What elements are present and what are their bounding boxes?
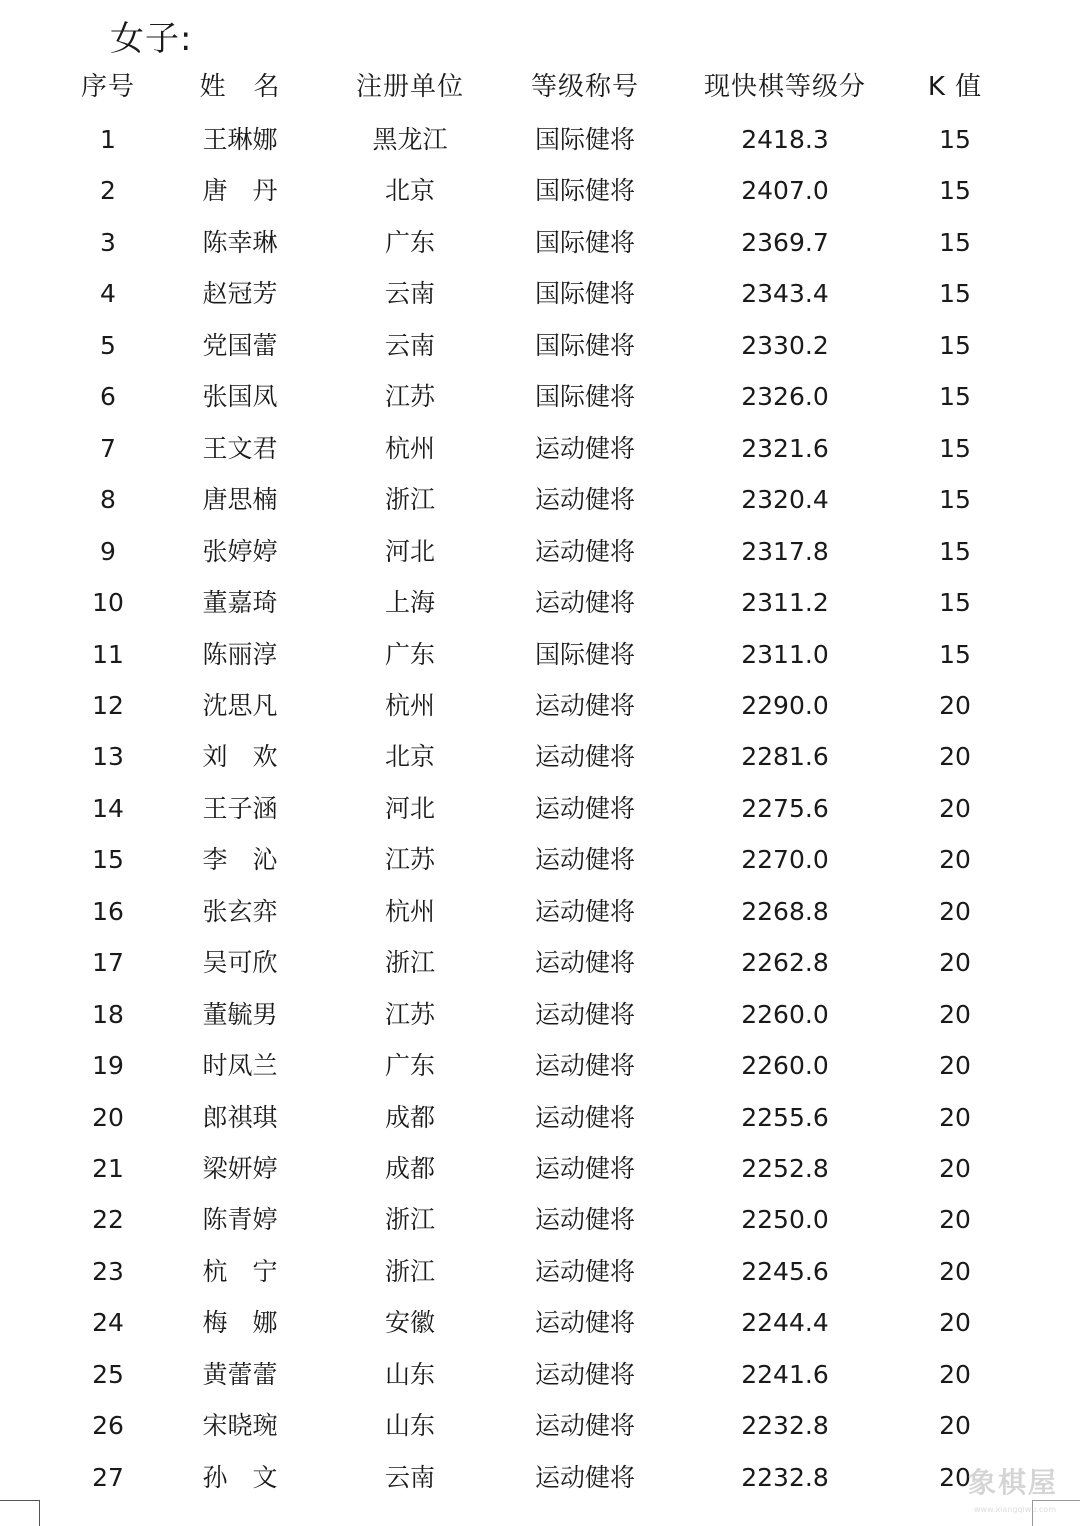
site-watermark-logo: 象棋屋 [967,1466,1058,1499]
cell-name: 宋晓琬 [202,1411,278,1441]
cell-grade: 运动健将 [534,433,635,463]
cell-index: 24 [92,1308,124,1338]
cell-unit: 河北 [384,793,435,823]
table-row [0,1349,1080,1401]
cell-k-value: 20 [939,1051,971,1081]
cell-unit: 北京 [384,742,435,772]
cell-rating: 2262.8 [741,948,829,978]
cell-name: 郎祺琪 [202,1102,278,1132]
table-row [0,1246,1080,1298]
cell-grade: 运动健将 [534,485,635,515]
cell-grade: 国际健将 [534,125,635,154]
table-row [0,629,1080,681]
cell-rating: 2260.0 [741,1051,829,1081]
cell-rating: 2330.2 [741,330,829,360]
cell-k-value: 20 [939,896,971,926]
cell-name: 张玄弈 [202,896,278,926]
cell-k-value: 20 [939,793,971,823]
cell-name: 黄蕾蕾 [202,1359,278,1389]
cell-index: 5 [100,330,116,360]
cell-index: 2 [100,176,116,206]
cell-unit: 山东 [384,1359,435,1389]
cell-grade: 运动健将 [534,1051,635,1081]
cell-name: 张婷婷 [202,536,278,566]
cell-index: 1 [100,125,116,154]
cell-k-value: 20 [939,1359,971,1389]
cell-k-value: 15 [939,588,971,618]
cell-unit: 黑龙江 [372,125,448,154]
table-row [0,834,1080,886]
table-row [0,886,1080,938]
cell-unit: 杭州 [384,433,435,463]
table-row [0,989,1080,1041]
cell-unit: 广东 [384,1051,435,1081]
cell-unit: 浙江 [384,1256,435,1286]
cell-unit: 浙江 [384,485,435,515]
cell-rating: 2232.8 [741,1462,829,1492]
cell-rating: 2268.8 [741,896,829,926]
cell-name: 时凤兰 [202,1051,278,1081]
cell-unit: 河北 [384,536,435,566]
table-row [0,1143,1080,1195]
cell-name: 梅 娜 [202,1308,278,1338]
cell-grade: 运动健将 [534,793,635,823]
site-watermark-url: www.xiangqiwu.com [974,1505,1056,1514]
cell-rating: 2260.0 [741,999,829,1029]
cell-k-value: 20 [939,845,971,875]
cell-grade: 运动健将 [534,1308,635,1338]
cell-k-value: 15 [939,125,971,154]
cell-name: 陈丽淳 [202,639,278,669]
cell-rating: 2244.4 [741,1308,829,1338]
cell-rating: 2407.0 [741,176,829,206]
cell-name: 李 沁 [202,845,278,875]
cell-unit: 上海 [384,588,435,618]
cell-unit: 浙江 [384,1205,435,1235]
cell-index: 21 [92,1154,124,1183]
cell-name: 王琳娜 [202,125,278,154]
cell-k-value: 15 [939,279,971,309]
cell-index: 8 [100,485,116,515]
cell-grade: 国际健将 [534,279,635,309]
cell-index: 16 [92,896,124,926]
cell-k-value: 15 [939,330,971,360]
cell-rating: 2343.4 [741,279,829,309]
cell-k-value: 15 [939,639,971,669]
table-row [0,577,1080,629]
cell-k-value: 15 [939,176,971,206]
cell-k-value: 20 [939,1102,971,1132]
cell-rating: 2369.7 [741,227,829,257]
cell-grade: 运动健将 [534,1102,635,1132]
cell-name: 孙 文 [202,1462,278,1492]
table-row [0,1040,1080,1092]
table-row [0,783,1080,835]
table-row [0,526,1080,578]
cell-rating: 2311.2 [741,588,829,618]
cell-unit: 浙江 [384,948,435,978]
cell-rating: 2326.0 [741,382,829,412]
cell-name: 刘 欢 [202,742,278,772]
cell-index: 25 [92,1359,124,1389]
cell-grade: 运动健将 [534,1359,635,1389]
cell-name: 王文君 [202,433,278,463]
cell-k-value: 20 [939,690,971,720]
cell-unit: 成都 [384,1154,435,1183]
cell-rating: 2317.8 [741,536,829,566]
cell-index: 9 [100,536,116,566]
cell-grade: 运动健将 [534,1256,635,1286]
table-row [0,1400,1080,1452]
cell-name: 梁妍婷 [202,1154,278,1183]
table-row [0,423,1080,475]
cell-unit: 江苏 [384,382,435,412]
table-row [0,165,1080,217]
table-header-row [0,61,1080,113]
cell-grade: 运动健将 [534,588,635,618]
cell-grade: 运动健将 [534,1411,635,1441]
cell-grade: 国际健将 [534,330,635,360]
cell-rating: 2250.0 [741,1205,829,1235]
cell-index: 3 [100,227,116,257]
cell-grade: 运动健将 [534,1462,635,1492]
cell-grade: 运动健将 [534,690,635,720]
page-corner-mark-left [0,1500,40,1526]
cell-rating: 2290.0 [741,690,829,720]
cell-k-value: 20 [939,1256,971,1286]
cell-grade: 国际健将 [534,176,635,206]
table-row [0,114,1080,166]
cell-rating: 2255.6 [741,1102,829,1132]
cell-rating: 2311.0 [741,639,829,669]
cell-k-value: 20 [939,742,971,772]
cell-k-value: 20 [939,1308,971,1338]
cell-k-value: 20 [939,1205,971,1235]
cell-rating: 2241.6 [741,1359,829,1389]
cell-k-value: 20 [939,999,971,1029]
cell-name: 杭 宁 [202,1256,278,1286]
cell-unit: 安徽 [384,1308,435,1338]
cell-name: 董嘉琦 [202,588,278,618]
cell-index: 11 [92,639,124,669]
page-title: 女子: [110,19,193,59]
cell-name: 党国蕾 [202,330,278,360]
cell-grade: 运动健将 [534,845,635,875]
cell-index: 18 [92,999,124,1029]
cell-grade: 运动健将 [534,1154,635,1183]
cell-k-value: 15 [939,536,971,566]
cell-k-value: 20 [939,1462,971,1492]
cell-k-value: 20 [939,1154,971,1183]
cell-name: 张国凤 [202,382,278,412]
cell-k-value: 20 [939,948,971,978]
table-row [0,371,1080,423]
cell-index: 23 [92,1256,124,1286]
cell-index: 26 [92,1411,124,1441]
cell-unit: 广东 [384,227,435,257]
cell-grade: 运动健将 [534,536,635,566]
table-row [0,680,1080,732]
cell-name: 陈青婷 [202,1205,278,1235]
cell-index: 22 [92,1205,124,1235]
cell-name: 吴可欣 [202,948,278,978]
table-row [0,217,1080,269]
table-row [0,474,1080,526]
cell-rating: 2321.6 [741,433,829,463]
cell-unit: 杭州 [384,690,435,720]
cell-grade: 运动健将 [534,1205,635,1235]
cell-grade: 运动健将 [534,999,635,1029]
table-row [0,731,1080,783]
table-row [0,268,1080,320]
cell-grade: 国际健将 [534,227,635,257]
cell-rating: 2232.8 [741,1411,829,1441]
header-unit: 注册单位 [355,72,464,102]
cell-rating: 2270.0 [741,845,829,875]
cell-rating: 2245.6 [741,1256,829,1286]
cell-name: 赵冠芳 [202,279,278,309]
cell-grade: 运动健将 [534,896,635,926]
cell-k-value: 15 [939,485,971,515]
cell-rating: 2418.3 [741,125,829,154]
cell-index: 20 [92,1102,124,1132]
header-grade: 等级称号 [530,72,639,102]
cell-index: 19 [92,1051,124,1081]
cell-index: 15 [92,845,124,875]
cell-index: 6 [100,382,116,412]
header-k-value: K 值 [927,72,983,102]
table-row [0,1452,1080,1504]
page-corner-mark-right [1032,1500,1080,1526]
cell-rating: 2252.8 [741,1154,829,1183]
table-row [0,1194,1080,1246]
cell-name: 唐 丹 [202,176,278,206]
cell-index: 27 [92,1462,124,1492]
cell-rating: 2320.4 [741,485,829,515]
cell-index: 7 [100,433,116,463]
cell-unit: 北京 [384,176,435,206]
cell-k-value: 20 [939,1411,971,1441]
cell-grade: 运动健将 [534,948,635,978]
cell-unit: 云南 [384,1462,435,1492]
cell-rating: 2275.6 [741,793,829,823]
cell-grade: 运动健将 [534,742,635,772]
cell-index: 17 [92,948,124,978]
cell-k-value: 15 [939,227,971,257]
cell-unit: 云南 [384,330,435,360]
cell-unit: 广东 [384,639,435,669]
cell-unit: 杭州 [384,896,435,926]
cell-name: 王子涵 [202,793,278,823]
cell-rating: 2281.6 [741,742,829,772]
cell-index: 12 [92,690,124,720]
header-rating: 现快棋等级分 [703,72,866,102]
cell-index: 10 [92,588,124,618]
cell-name: 唐思楠 [202,485,278,515]
header-name: 姓 名 [199,72,281,102]
cell-name: 陈幸琳 [202,227,278,257]
cell-index: 4 [100,279,116,309]
cell-unit: 云南 [384,279,435,309]
table-row [0,1092,1080,1144]
cell-k-value: 15 [939,433,971,463]
header-index: 序号 [80,72,135,102]
table-row [0,937,1080,989]
cell-name: 董毓男 [202,999,278,1029]
cell-grade: 国际健将 [534,382,635,412]
cell-unit: 成都 [384,1102,435,1132]
cell-k-value: 15 [939,382,971,412]
cell-unit: 江苏 [384,999,435,1029]
cell-unit: 江苏 [384,845,435,875]
table-row [0,1297,1080,1349]
cell-name: 沈思凡 [202,690,278,720]
cell-unit: 山东 [384,1411,435,1441]
cell-grade: 国际健将 [534,639,635,669]
cell-index: 13 [92,742,124,772]
cell-index: 14 [92,793,124,823]
table-row [0,320,1080,372]
